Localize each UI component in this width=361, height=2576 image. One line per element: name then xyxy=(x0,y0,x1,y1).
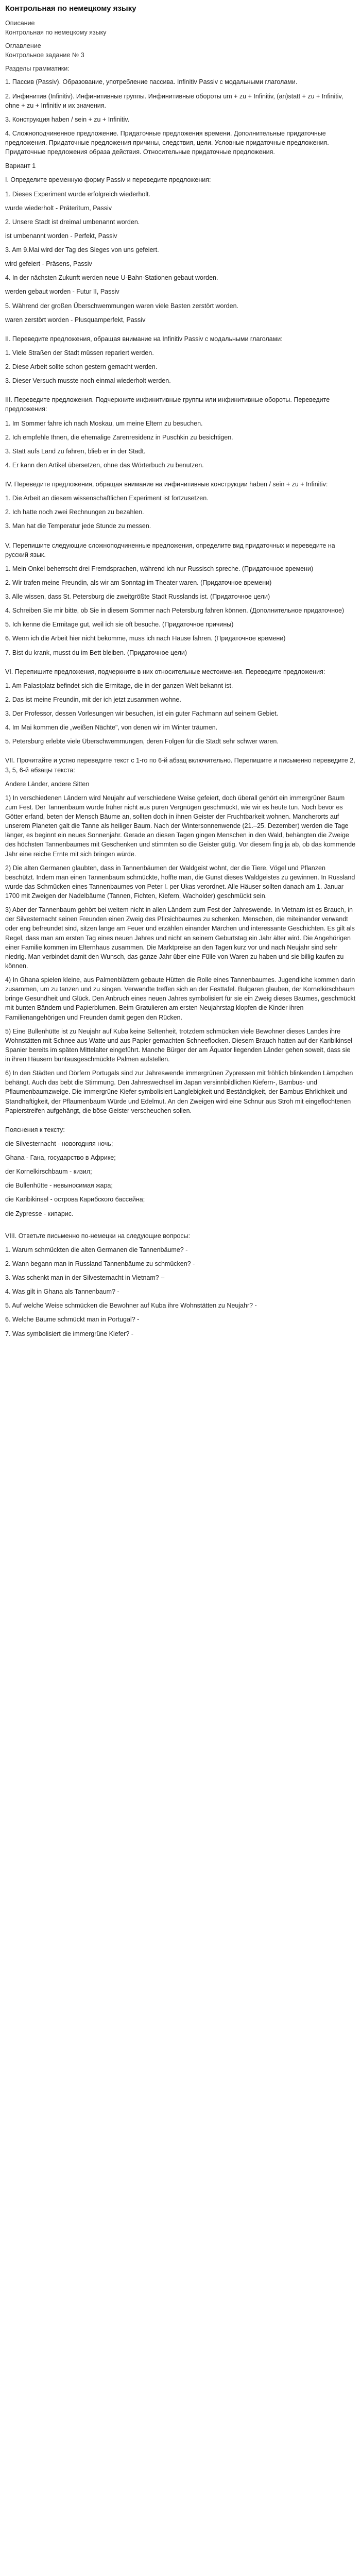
task-item: 4. Schreiben Sie mir bitte, ob Sie in diesem Sommer nach Petersburg fahren können. (Дополнительное придаточное) xyxy=(5,607,345,615)
task-item: 2. Das ist meine Freundin, mit der ich jetzt zusammen wohne. xyxy=(5,696,181,703)
task-sentence: 5. Während der großen Überschwemmungen waren viele Basten zerstört worden. xyxy=(5,302,238,310)
task-item: 7. Bist du krank, musst du im Bett bleiben. (Придаточное цели) xyxy=(5,649,187,656)
task-answer: wird gefeiert - Präsens, Passiv xyxy=(5,260,92,268)
task-item: 2. Diese Arbeit sollte schon gestern gemacht werden. xyxy=(5,363,158,370)
grammar-section: 2. Инфинитив (Infinitiv). Инфинитивные группы. Инфинитивные обороты um + zu + Infinitiv, (an)statt + zu + Infinitiv, ohne + zu + Infinitiv и их значения. xyxy=(5,92,343,109)
task-heading: IV. Переведите предложения, обращая внимание на инфинитивные конструкции haben / sein + zu + Infinitiv: xyxy=(5,481,328,488)
task-sentence: 3. Am 9.Mai wird der Tag des Sieges von uns gefeiert. xyxy=(5,246,159,253)
task-heading: I. Определите временную форму Passiv и переведите предложения: xyxy=(5,176,211,184)
question-item: 5. Auf welche Weise schmücken die Bewohner auf Kuba ihre Wohnstätten zu Neujahr? - xyxy=(5,1302,257,1310)
task-item: 5. Petersburg erlebte viele Überschwemmungen, deren Folgen für die Stadt sehr schwer waren. xyxy=(5,738,279,745)
task-item: 1. Am Palastplatz befindet sich die Ermitage, die in der ganzen Welt bekannt ist. xyxy=(5,682,233,689)
task-3 xyxy=(5,395,356,470)
task-item: 3. Dieser Versuch musste noch einmal wiederholt werden. xyxy=(5,377,171,385)
task-heading: VII. Прочитайте и устно переведите текст с 1-го по 6-й абзац включительно. Перепишите и письменно переведите 2, 3, 5, 6-й абзацы текста: xyxy=(5,757,355,774)
glossary-item: Ghana - Гана, государство в Африке; xyxy=(5,1154,116,1161)
glossary-item: die Bullenhütte - невыносимая жара; xyxy=(5,1182,113,1190)
task-item: 1. Viele Straßen der Stadt müssen repariert werden. xyxy=(5,349,154,357)
glossary-item: die Zypresse - кипарис. xyxy=(5,1210,74,1217)
task-heading: VI. Перепишите предложения, подчеркните в них относительные местоимения. Переведите предложения: xyxy=(5,668,325,675)
task-sentence: 2. Unsere Stadt ist dreimal umbenannt worden. xyxy=(5,218,140,226)
task-answer: waren zerstört worden - Plusquamperfekt, Passiv xyxy=(5,316,146,324)
task-1 xyxy=(5,175,356,324)
glossary-item: die Silvesternacht - новогодняя ночь; xyxy=(5,1140,113,1147)
task-heading: III. Переведите предложения. Подчеркните инфинитивные группы или инфинитивные обороты. Переведите предложения: xyxy=(5,396,330,413)
page-title: Контрольная по немецкому языку xyxy=(5,4,136,13)
task-4 xyxy=(5,480,356,531)
text-paragraph: 5) Eine Bullenhütte ist zu Neujahr auf Kuba keine Seltenheit, trotzdem schmücken viele Bewohner dieses Landes ihre Wohnstätten mit Schnee aus Watte und aus Papier gemachten Schneeflocken. Diesem Brauch hatten auf der Karibikinsel Spanier bereits im späten Mittelalter eingeführt. Manche Bürger der am Äquator liegenden Länder gehen soweit, dass sie in ihren Häusern buntausgeschmückte Palmen aufstellen. xyxy=(5,1027,352,1063)
task-7 xyxy=(5,756,356,1218)
grammar-section: 1. Пассив (Passiv). Образование, употребление пассива. Infinitiv Passiv с модальными глаголами. xyxy=(5,78,298,86)
text-title: Andere Länder, andere Sitten xyxy=(5,780,90,788)
grammar-section: 3. Конструкция haben / sein + zu + Infinitiv. xyxy=(5,115,130,123)
task-answer: werden gebaut worden - Futur II, Passiv xyxy=(5,288,119,296)
task-6 xyxy=(5,667,356,747)
variant-label: Вариант 1 xyxy=(5,162,36,170)
task-5 xyxy=(5,541,356,657)
task-sentence: 4. In der nächsten Zukunft werden neue U-Bahn-Stationen gebaut worden. xyxy=(5,274,218,282)
description-value: Контрольная по немецкому языку xyxy=(5,28,107,36)
glossary-title: Пояснения к тексту: xyxy=(5,1126,65,1133)
text-paragraph: 1) In verschiedenen Ländern wird Neujahr auf verschiedene Weise gefeiert, doch überall gehört ein immergrüner Baum zum Fest. Der Tannenbaum wurde früher nicht aus puren Vergnügen geschmückt, wie wir es heute tun. Noch bevor es Götter erfand, beten der Mensch Bäume an, sollten doch in ihnen Geister der Fruchtbarkeit wohnen. Mancherorts auf unserem Planeten galt die Tanne als heiliger Baum. Nach der Wintersonnenwende (21.–25. Dezember) werden die Tage länger, es beginnt ein neues Sonnenjahr. Gerade an diesen Tagen gingen Menschen in den Wald, behängten die Zweige des höchsten Tannenbaumes mit Geschenken und stimmten so die Geister gütig. Vor diesem fing ja ab, ob das kommende Jahr eine reiche Ernte mit sich bringen würde. xyxy=(5,794,356,858)
task-item: 5. Ich kenne die Ermitage gut, weil ich sie oft besuche. (Придаточное причины) xyxy=(5,621,234,629)
task-item: 3. Der Professor, dessen Vorlesungen wir besuchen, ist ein guter Fachmann auf seinem Gebiet. xyxy=(5,710,279,717)
question-item: 2. Wann begann man in Russland Tannenbäume zu schmücken? - xyxy=(5,1260,195,1267)
text-paragraph: 2) Die alten Germanen glaubten, dass in Tannenbäumen der Waldgeist wohnt, der die Tiere, Vögel und Pflanzen beschützt. Indem man einen Tannenbaum schmückte, hoffte man, die Gunst dieses Waldgeistes zu gewinnen. In Russland wurde das Schmücken eines Tannenbaumes von Peter I. per Ukas verordnet. Alle Häuser sollten danach am 1. Januar 1700 mit Zweigen der Nadelbäume (Tannen, Fichten, Kiefern, Wacholder) geschmückt sein. xyxy=(5,864,355,900)
text-paragraph: 3) Aber der Tannenbaum gehört bei weitem nicht in allen Ländern zum Fest der Jahreswende. In Vietnam ist es Brauch, in der Silvesternacht seinen Freunden einen Zweig des Pfirsichbaumes zu schenken. Menschen, die miteinander verwandt oder eng befreundet sind, sitzen lange am Feuer und erzählen einander Märchen und interessante Geschichten. Es gilt als Regel, dass man am ersten Tag eines neuen Jahres und nicht an seinem Geburtstag ein Jahr älter wird. Die Angehörigen einer Familie kommen im Elternhaus zusammen. Die Marktpreise an den Tagen kurz vor und nach Neujahr sind sehr niedrig. Man verbindet damit den Wunsch, das ganze Jahr über eine Fülle von Waren zu haben und sie billig kaufen zu können. xyxy=(5,906,355,970)
task-heading: VIII. Ответьте письменно по-немецки на следующие вопросы: xyxy=(5,1232,191,1240)
task-item: 3. Statt aufs Land zu fahren, blieb er in der Stadt. xyxy=(5,447,146,455)
task-item: 2. Ich hatte noch zwei Rechnungen zu bezahlen. xyxy=(5,509,144,516)
task-2 xyxy=(5,334,356,386)
question-item: 3. Was schenkt man in der Silvesternacht in Vietnam? – xyxy=(5,1274,165,1281)
task-item: 2. Ich empfehle Ihnen, die ehemalige Zarenresidenz in Puschkin zu besichtigen. xyxy=(5,433,233,441)
grammar-sections-list xyxy=(5,77,356,157)
question-item: 7. Was symbolisiert die immergrüne Kiefer? - xyxy=(5,1330,133,1337)
grammar-sections-label: Разделы грамматики: xyxy=(5,65,70,73)
task-item: 3. Man hat die Temperatur jede Stunde zu messen. xyxy=(5,522,151,530)
glossary-item: die Karibikinsel - острова Карибского бассейна; xyxy=(5,1196,145,1204)
glossary-item: der Kornelkirschbaum - кизил; xyxy=(5,1168,92,1176)
question-item: 1. Warum schmückten die alten Germanen die Tannenbäume? - xyxy=(5,1246,188,1253)
task-8 xyxy=(5,1231,356,1338)
task-item: 4. Er kann den Artikel übersetzen, ohne das Wörterbuch zu benutzen. xyxy=(5,461,204,469)
grammar-section: 4. Сложноподчиненное предложение. Придаточные предложения времени. Дополнительные придаточные предложения. Придаточные предложения причины, следствия, цели. Условные придаточные предложения. Придаточные предложения образа действия. Относительные придаточные предложения. xyxy=(5,129,329,156)
task-answer: wurde wiederholt - Präteritum, Passiv xyxy=(5,204,112,212)
text-paragraph: 6) In den Städten und Dörfern Portugals sind zur Jahreswende immergrünen Zypressen mit fröhlich blinkenden Lämpchen behängt. Auch das bebt die Stimmung. Den Jahreswechsel im Japan versinnbildlichen Kiefern-, Bambus- und Pflaumenbaumzweige. Die immergrüne Kiefer symbolisiert Langlebigkeit und Beständigkeit, der Bambus Ehrlichkeit und Standhaftigkeit, der Pflaumenbaum Würde und Edelmut. An den Zweigen wird eine Schnur aus Stroh mit eingeflochtenen Papierstreifen aufgehängt, die böse Geister verscheuchen sollen. xyxy=(5,1070,353,1114)
task-heading: II. Переведите предложения, обращая внимание на Infinitiv Passiv с модальными глаголами: xyxy=(5,335,283,343)
task-item: 3. Alle wissen, dass St. Petersburg die zweitgrößte Stadt Russlands ist. (Придаточное цели) xyxy=(5,593,270,600)
task-answer: ist umbenannt worden - Perfekt, Passiv xyxy=(5,232,117,240)
task-item: 1. Im Sommer fahre ich nach Moskau, um meine Eltern zu besuchen. xyxy=(5,419,203,427)
toc-link[interactable]: Контрольное задание № 3 xyxy=(5,52,84,59)
task-heading: V. Перепишите следующие сложноподчиненные предложения, определите вид придаточных и переведите на русский язык. xyxy=(5,541,335,558)
task-item: 1. Mein Onkel beherrscht drei Fremdsprachen, während ich nur Russisch spreche. (Придаточное времени) xyxy=(5,565,314,572)
task-sentence: 1. Dieses Experiment wurde erfolgreich wiederholt. xyxy=(5,190,151,198)
question-item: 4. Was gilt in Ghana als Tannenbaum? - xyxy=(5,1288,119,1296)
description-label: Описание xyxy=(5,19,35,27)
toc-label: Оглавление xyxy=(5,42,41,49)
text-paragraph: 4) In Ghana spielen kleine, aus Palmenblättern gebaute Hütten die Rolle eines Tannenbaumes. Jugendliche kommen darin zusammen, um zu tanzen und zu singen. Verwandte treffen sich an der Festtafel. Bulgaren glauben, der Kornelkirschbaum bringe Gesundheit und Glück. Den Anbruch eines neuen Jahres symbolisiert für sie ein Zweig dieses Baumes, geschmückt mit bunten Bändern und Papierblumen. Beim Gratulieren am ersten Neujahrstag klopfen die Kinder ihren Familienangehörigen und Freunden damit gegen den Rücken. xyxy=(5,976,356,1021)
question-item: 6. Welche Bäume schmückt man in Portugal? - xyxy=(5,1316,140,1324)
task-item: 2. Wir trafen meine Freundin, als wir am Sonntag im Theater waren. (Придаточное времени) xyxy=(5,579,272,586)
task-item: 4. Im Mai kommen die „weißen Nächte", von denen wir im Winter träumen. xyxy=(5,724,218,732)
task-item: 6. Wenn ich die Arbeit hier nicht bekomme, muss ich nach Hause fahren. (Придаточное времени) xyxy=(5,635,286,642)
task-item: 1. Die Arbeit an diesem wissenschaftlichen Experiment ist fortzusetzen. xyxy=(5,495,209,502)
